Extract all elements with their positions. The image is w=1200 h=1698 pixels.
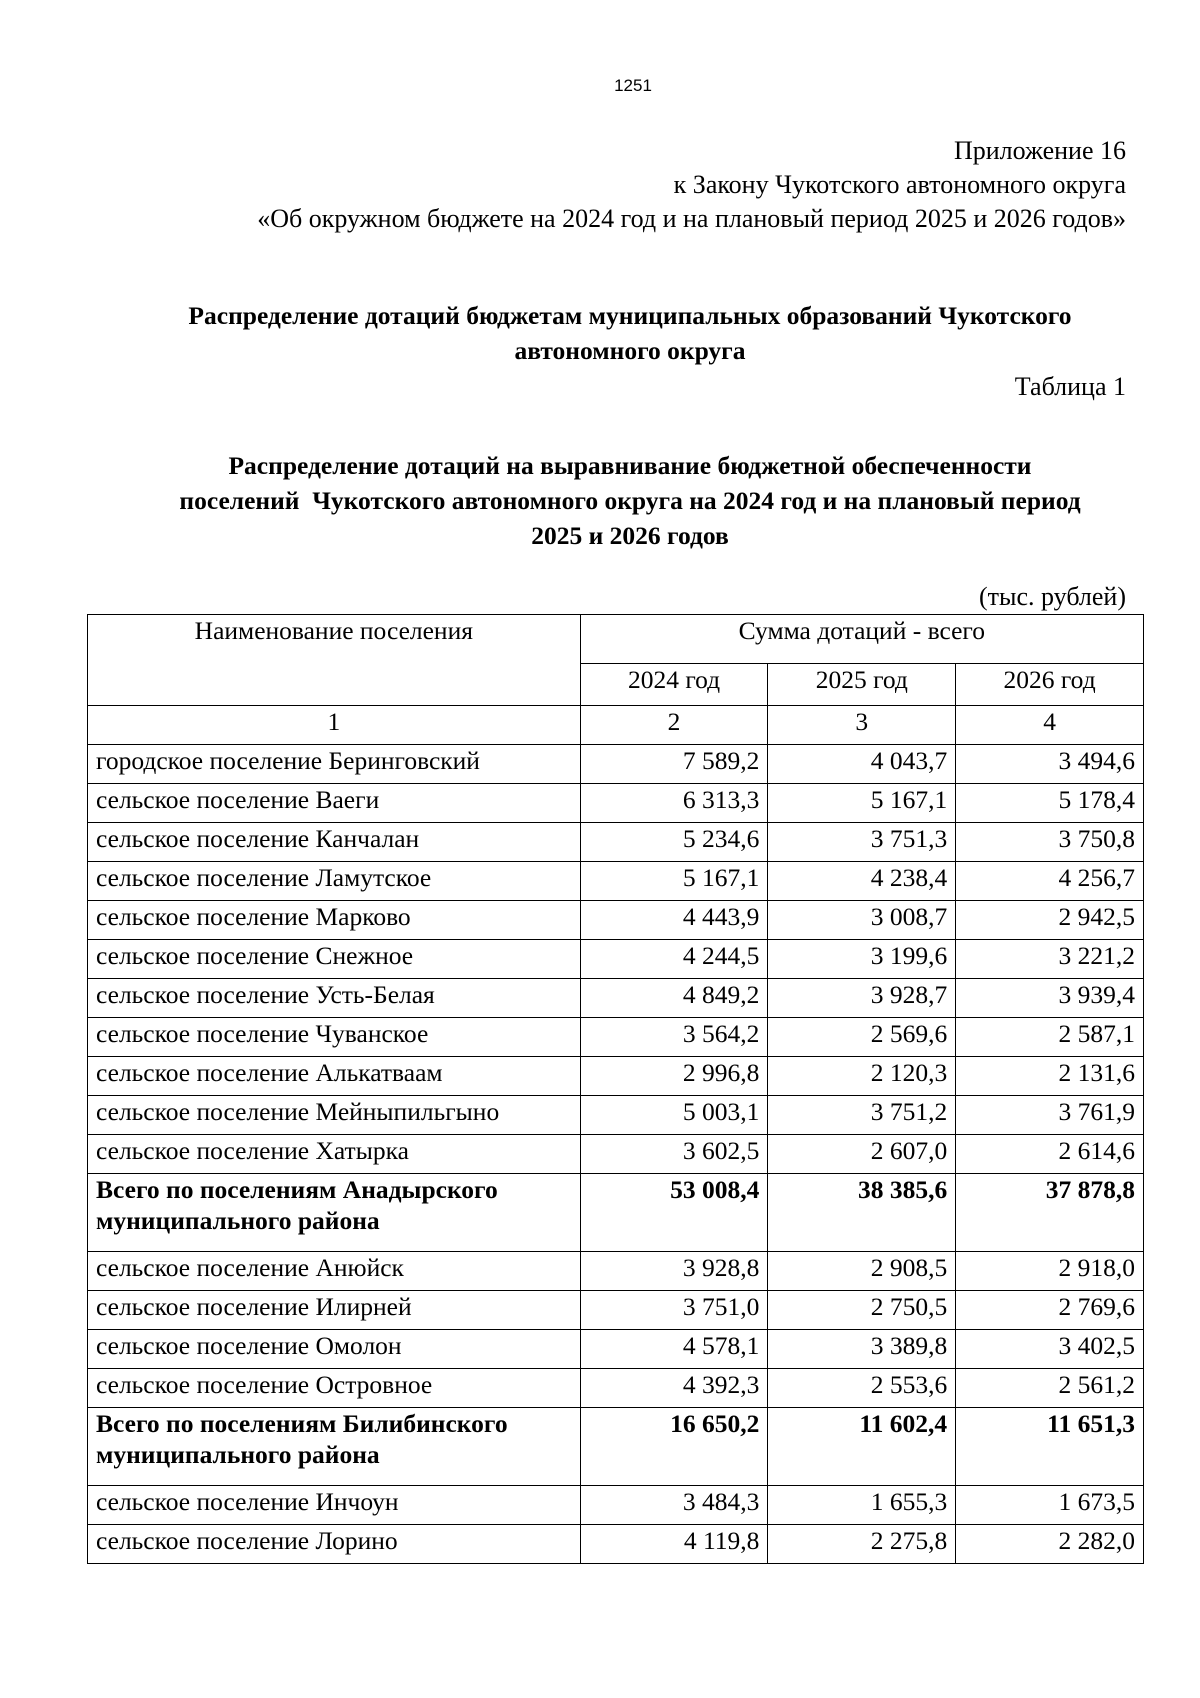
table-title-line-3: 2025 и 2026 годов: [531, 521, 729, 550]
value-2025-cell: 38 385,6: [768, 1174, 956, 1252]
value-2025-cell: 2 120,3: [768, 1057, 956, 1096]
table-title: [60, 448, 1200, 553]
settlement-name-cell: сельское поселение Хатырка: [88, 1135, 581, 1174]
table-row: [88, 901, 1144, 940]
value-2024-cell: 3 484,3: [580, 1486, 768, 1525]
table-row: [88, 1525, 1144, 1564]
value-2026-cell: 3 761,9: [956, 1096, 1144, 1135]
table-row: [88, 1252, 1144, 1291]
header-year-2025: 2025 год: [768, 663, 956, 705]
value-2024-cell: 4 119,8: [580, 1525, 768, 1564]
settlement-name-cell: сельское поселение Илирней: [88, 1291, 581, 1330]
value-2025-cell: 11 602,4: [768, 1408, 956, 1486]
column-number-1: 1: [88, 706, 581, 745]
header-settlement-name: Наименование поселения: [88, 615, 581, 706]
settlement-name-cell: Всего по поселениям Анадырского муниципального района: [88, 1174, 581, 1252]
table-row: [88, 1369, 1144, 1408]
value-2026-cell: 2 587,1: [956, 1018, 1144, 1057]
table-row: [88, 940, 1144, 979]
value-2024-cell: 7 589,2: [580, 745, 768, 784]
value-2025-cell: 3 928,7: [768, 979, 956, 1018]
value-2026-cell: 2 942,5: [956, 901, 1144, 940]
table-row: [88, 979, 1144, 1018]
settlement-name-cell: сельское поселение Лорино: [88, 1525, 581, 1564]
settlement-name-cell: сельское поселение Чуванское: [88, 1018, 581, 1057]
value-2025-cell: 2 908,5: [768, 1252, 956, 1291]
table-row: [88, 1057, 1144, 1096]
value-2024-cell: 4 443,9: [580, 901, 768, 940]
value-2025-cell: 2 607,0: [768, 1135, 956, 1174]
page-number: 1251: [614, 76, 652, 95]
settlement-name-cell: сельское поселение Островное: [88, 1369, 581, 1408]
value-2024-cell: 4 849,2: [580, 979, 768, 1018]
value-2024-cell: 3 602,5: [580, 1135, 768, 1174]
value-2026-cell: 2 614,6: [956, 1135, 1144, 1174]
table-row: [88, 1096, 1144, 1135]
table-row: [88, 1486, 1144, 1525]
value-2025-cell: 3 199,6: [768, 940, 956, 979]
value-2026-cell: 5 178,4: [956, 784, 1144, 823]
value-2026-cell: 3 494,6: [956, 745, 1144, 784]
value-2026-cell: 2 561,2: [956, 1369, 1144, 1408]
table-label: Таблица 1: [1014, 372, 1126, 401]
settlement-name-cell: сельское поселение Инчоун: [88, 1486, 581, 1525]
table-row: [88, 745, 1144, 784]
value-2026-cell: 2 131,6: [956, 1057, 1144, 1096]
value-2024-cell: 16 650,2: [580, 1408, 768, 1486]
value-2025-cell: 3 389,8: [768, 1330, 956, 1369]
table-row: [88, 823, 1144, 862]
value-2025-cell: 2 569,6: [768, 1018, 956, 1057]
subsidy-table: [87, 614, 1144, 1564]
value-2025-cell: 1 655,3: [768, 1486, 956, 1525]
value-2024-cell: 3 751,0: [580, 1291, 768, 1330]
table-row: [88, 862, 1144, 901]
table-row: [88, 1135, 1144, 1174]
table-title-line-2: поселений Чукотского автономного округа на 2024 год и на плановый период: [179, 486, 1081, 515]
main-title: [60, 298, 1200, 368]
value-2025-cell: 3 751,2: [768, 1096, 956, 1135]
settlement-name-cell: сельское поселение Снежное: [88, 940, 581, 979]
value-2024-cell: 5 234,6: [580, 823, 768, 862]
settlement-name-cell: сельское поселение Мейныпильгыно: [88, 1096, 581, 1135]
value-2024-cell: 6 313,3: [580, 784, 768, 823]
main-title-line-2: автономного округа: [514, 336, 746, 365]
value-2025-cell: 3 751,3: [768, 823, 956, 862]
table-row: [88, 784, 1144, 823]
table-total-row: [88, 1408, 1144, 1486]
value-2026-cell: 3 750,8: [956, 823, 1144, 862]
value-2026-cell: 1 673,5: [956, 1486, 1144, 1525]
value-2024-cell: 5 167,1: [580, 862, 768, 901]
settlement-name-cell: сельское поселение Анюйск: [88, 1252, 581, 1291]
value-2026-cell: 2 918,0: [956, 1252, 1144, 1291]
value-2026-cell: 3 939,4: [956, 979, 1144, 1018]
appendix-block: [257, 134, 1126, 236]
value-2025-cell: 4 238,4: [768, 862, 956, 901]
settlement-name-cell: Всего по поселениям Билибинского муниципального района: [88, 1408, 581, 1486]
value-2026-cell: 37 878,8: [956, 1174, 1144, 1252]
value-2025-cell: 4 043,7: [768, 745, 956, 784]
value-2025-cell: 3 008,7: [768, 901, 956, 940]
settlement-name-cell: сельское поселение Ваеги: [88, 784, 581, 823]
table-title-line-1: Распределение дотаций на выравнивание бюджетной обеспеченности: [228, 451, 1032, 480]
table-row: [88, 1330, 1144, 1369]
value-2024-cell: 3 564,2: [580, 1018, 768, 1057]
table-total-row: [88, 1174, 1144, 1252]
settlement-name-cell: сельское поселение Усть-Белая: [88, 979, 581, 1018]
settlement-name-cell: сельское поселение Омолон: [88, 1330, 581, 1369]
settlement-name-cell: сельское поселение Ламутское: [88, 862, 581, 901]
value-2026-cell: 11 651,3: [956, 1408, 1144, 1486]
settlement-name-cell: сельское поселение Канчалан: [88, 823, 581, 862]
header-total-subsidies: Сумма дотаций - всего: [580, 615, 1143, 664]
column-number-4: 4: [956, 706, 1144, 745]
value-2026-cell: 3 221,2: [956, 940, 1144, 979]
value-2025-cell: 2 750,5: [768, 1291, 956, 1330]
value-2026-cell: 3 402,5: [956, 1330, 1144, 1369]
appendix-line-2: к Закону Чукотского автономного округа: [673, 170, 1126, 199]
value-2024-cell: 5 003,1: [580, 1096, 768, 1135]
value-2024-cell: 2 996,8: [580, 1057, 768, 1096]
value-2024-cell: 4 578,1: [580, 1330, 768, 1369]
settlement-name-cell: городское поселение Беринговский: [88, 745, 581, 784]
header-year-2026: 2026 год: [956, 663, 1144, 705]
table-body: [88, 745, 1144, 1564]
appendix-line-1: Приложение 16: [953, 136, 1126, 165]
value-2024-cell: 4 392,3: [580, 1369, 768, 1408]
value-2025-cell: 2 275,8: [768, 1525, 956, 1564]
value-2026-cell: 2 282,0: [956, 1525, 1144, 1564]
value-2026-cell: 4 256,7: [956, 862, 1144, 901]
settlement-name-cell: сельское поселение Марково: [88, 901, 581, 940]
value-2025-cell: 2 553,6: [768, 1369, 956, 1408]
column-number-3: 3: [768, 706, 956, 745]
table-row: [88, 1018, 1144, 1057]
value-2024-cell: 53 008,4: [580, 1174, 768, 1252]
settlement-name-cell: сельское поселение Алькатваам: [88, 1057, 581, 1096]
value-2026-cell: 2 769,6: [956, 1291, 1144, 1330]
value-2024-cell: 4 244,5: [580, 940, 768, 979]
value-2025-cell: 5 167,1: [768, 784, 956, 823]
header-year-2024: 2024 год: [580, 663, 768, 705]
appendix-line-3: «Об окружном бюджете на 2024 год и на плановый период 2025 и 2026 годов»: [257, 204, 1126, 233]
main-title-line-1: Распределение дотаций бюджетам муниципальных образований Чукотского: [188, 301, 1072, 330]
value-2024-cell: 3 928,8: [580, 1252, 768, 1291]
column-number-2: 2: [580, 706, 768, 745]
units-label: (тыс. рублей): [978, 582, 1126, 611]
table-row: [88, 1291, 1144, 1330]
